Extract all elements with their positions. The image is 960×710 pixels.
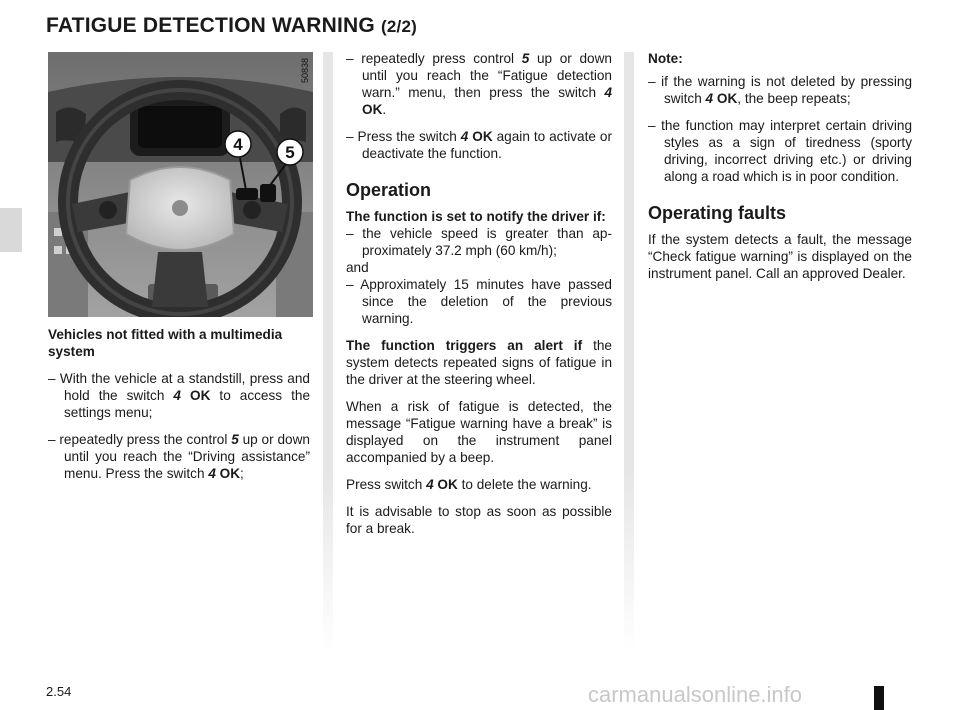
list-item: – Press the switch 4 OK again to activate or deactivate the function. xyxy=(346,129,612,161)
section-tab xyxy=(0,208,22,252)
steering-wheel-figure xyxy=(48,52,313,317)
operating-faults-heading: Operating faults xyxy=(648,203,787,223)
title-text: FATIGUE DETECTION WARNING xyxy=(46,14,375,37)
operation-heading: Operation xyxy=(346,180,432,200)
and-text: and xyxy=(346,260,369,275)
list-item: – With the vehicle at a standstill, press and hold the switch 4 OK to access the settings menu; xyxy=(48,371,311,420)
risk-paragraph: When a risk of fatigue is detected, the message “Fatigue warning have a break” is displayed on the instrument panel accompanied by a beep. xyxy=(346,399,612,465)
list-item: – if the warning is not deleted by pressing switch 4 OK, the beep repeats; xyxy=(648,74,912,106)
list-item: – repeatedly press the control 5 up or down until you reach the “Driving assistance” menu. Press the switch 4 OK; xyxy=(48,432,310,481)
column-divider xyxy=(624,52,634,652)
page-number: 2.54 xyxy=(46,684,72,699)
list-item: – repeatedly press control 5 up or down until you reach the “Fatigue detection warn.” menu, then press the switch 4 OK. xyxy=(346,51,612,117)
note-label: Note: xyxy=(648,51,683,66)
callout-5: 5 xyxy=(285,143,295,162)
column-1 xyxy=(48,326,310,492)
column-divider xyxy=(323,52,333,652)
callout-4: 4 xyxy=(233,135,243,154)
list-item: – the vehicle speed is greater than approximately 37.2 mph (60 km/h); xyxy=(346,226,612,258)
steering-wheel-illustration xyxy=(48,52,313,317)
delete-paragraph: Press switch 4 OK to delete the warning. xyxy=(346,477,592,492)
list-item: – the function may interpret certain driving styles as a sign of tiredness (sporty driving, incorrect driving etc.) or driving along a road which is in poor condition. xyxy=(648,118,912,184)
list-item: – Approximately 15 minutes have passed since the deletion of the previous warning. xyxy=(346,277,612,326)
page-title xyxy=(46,14,417,38)
title-part: (2/2) xyxy=(381,17,417,36)
figure-code: 50838 xyxy=(300,58,310,84)
column-3 xyxy=(648,50,912,292)
corner-mark xyxy=(874,686,884,710)
column-2 xyxy=(346,50,612,547)
alert-paragraph: The function triggers an alert if the system detects repeated signs of fatigue in the driver at the steering wheel. xyxy=(346,338,612,387)
multimedia-heading: Vehicles not fitted with a multimedia system xyxy=(48,327,283,359)
watermark: carmanualsonline.info xyxy=(588,682,803,707)
notify-heading: The function is set to notify the driver if: xyxy=(346,209,606,224)
faults-paragraph: If the system detects a fault, the message “Check fatigue warning” is displayed on the instrument panel. Call an approved Dealer. xyxy=(648,232,912,281)
advice-paragraph: It is advisable to stop as soon as possible for a break. xyxy=(346,504,612,536)
